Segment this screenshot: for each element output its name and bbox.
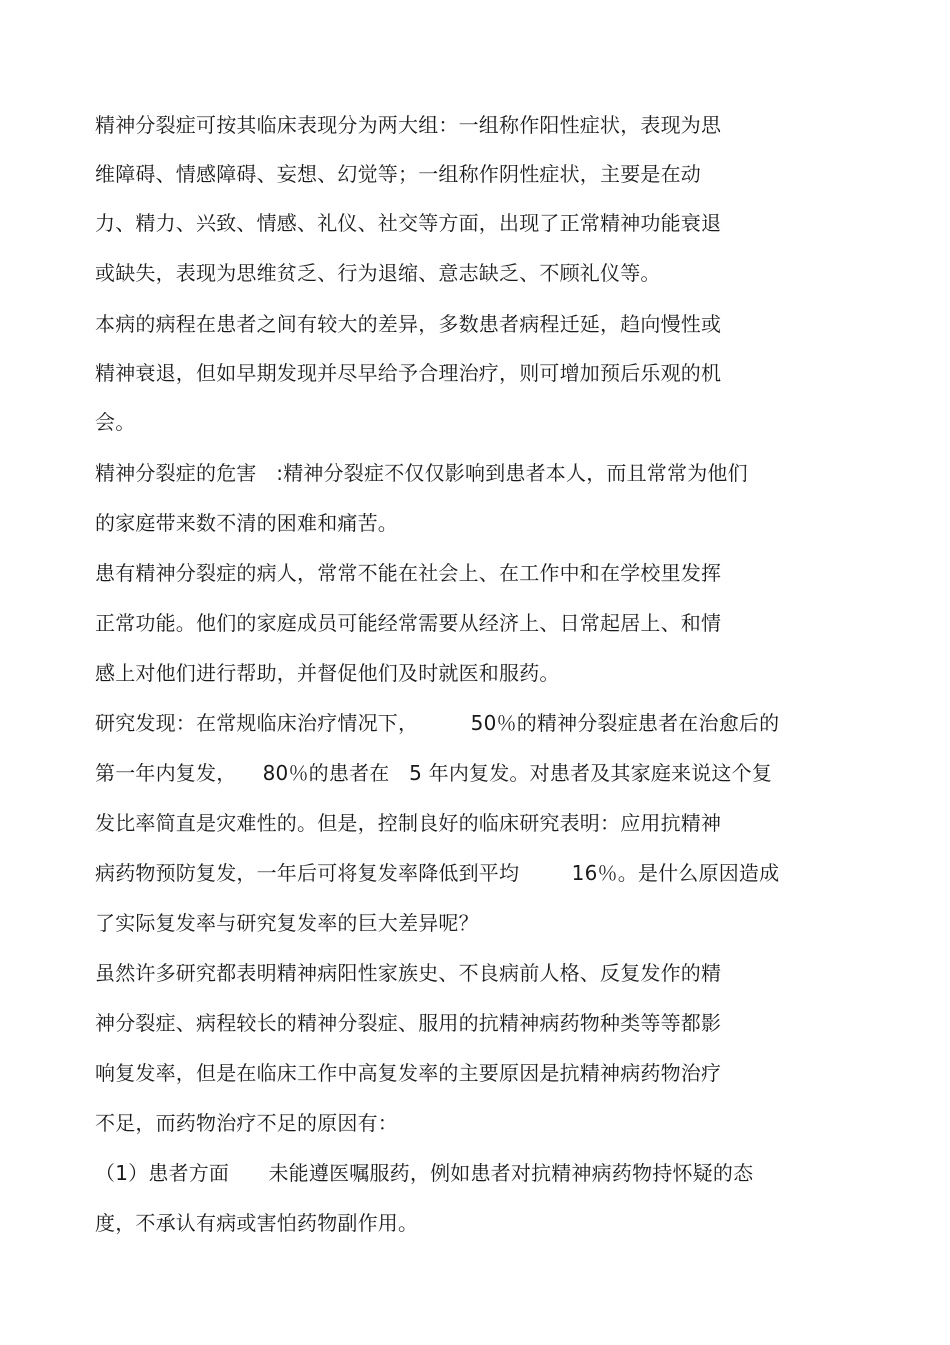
text-line: 的家庭带来数不清的困难和痛苦。	[95, 511, 398, 535]
text-line: 精神衰退，但如早期发现并尽早给予合理治疗，则可增加预后乐观的机	[95, 361, 722, 385]
text-line: 会。	[95, 410, 136, 434]
text-line: 本病的病程在患者之间有较大的差异，多数患者病程迁延，趋向慢性或	[95, 312, 722, 336]
text-line: 病药物预防复发，一年后可将复发率降低到平均 16％。是什么原因造成	[95, 861, 780, 885]
text-line: 度，不承认有病或害怕药物副作用。	[95, 1211, 419, 1235]
text-line: 维障碍、情感障碍、妄想、幻觉等；一组称作阴性症状，主要是在动	[95, 162, 701, 186]
text-line: 正常功能。他们的家庭成员可能经常需要从经济上、日常起居上、和情	[95, 611, 722, 635]
text-line: 了实际复发率与研究复发率的巨大差异呢？	[95, 911, 479, 935]
text-line: 神分裂症、病程较长的精神分裂症、服用的抗精神病药物种类等等都影	[95, 1011, 722, 1035]
text-line: 发比率简直是灾难性的。但是，控制良好的临床研究表明：应用抗精神	[95, 811, 722, 835]
text-line: 力、精力、兴致、情感、礼仪、社交等方面，出现了正常精神功能衰退	[95, 211, 722, 235]
text-line: 或缺失，表现为思维贫乏、行为退缩、意志缺乏、不顾礼仪等。	[95, 261, 661, 285]
text-line: 感上对他们进行帮助，并督促他们及时就医和服药。	[95, 661, 560, 685]
text-line: 响复发率，但是在临床工作中高复发率的主要原因是抗精神病药物治疗	[95, 1061, 722, 1085]
text-line: 虽然许多研究都表明精神病阳性家族史、不良病前人格、反复发作的精	[95, 961, 722, 985]
text-line: 研究发现：在常规临床治疗情况下， 50％的精神分裂症患者在治愈后的	[95, 711, 780, 735]
text-line: （1）患者方面 未能遵医嘱服药，例如患者对抗精神病药物持怀疑的态	[95, 1161, 754, 1185]
text-line: 第一年内复发， 80％的患者在 5 年内复发。对患者及其家庭来说这个复	[95, 761, 773, 785]
text-line: 精神分裂症的危害 :精神分裂症不仅仅影响到患者本人，而且常常为他们	[95, 461, 748, 485]
text-line: 精神分裂症可按其临床表现分为两大组：一组称作阳性症状，表现为思	[95, 113, 722, 137]
text-line: 患有精神分裂症的病人，常常不能在社会上、在工作中和在学校里发挥	[95, 561, 722, 585]
text-line: 不足，而药物治疗不足的原因有：	[95, 1111, 398, 1135]
